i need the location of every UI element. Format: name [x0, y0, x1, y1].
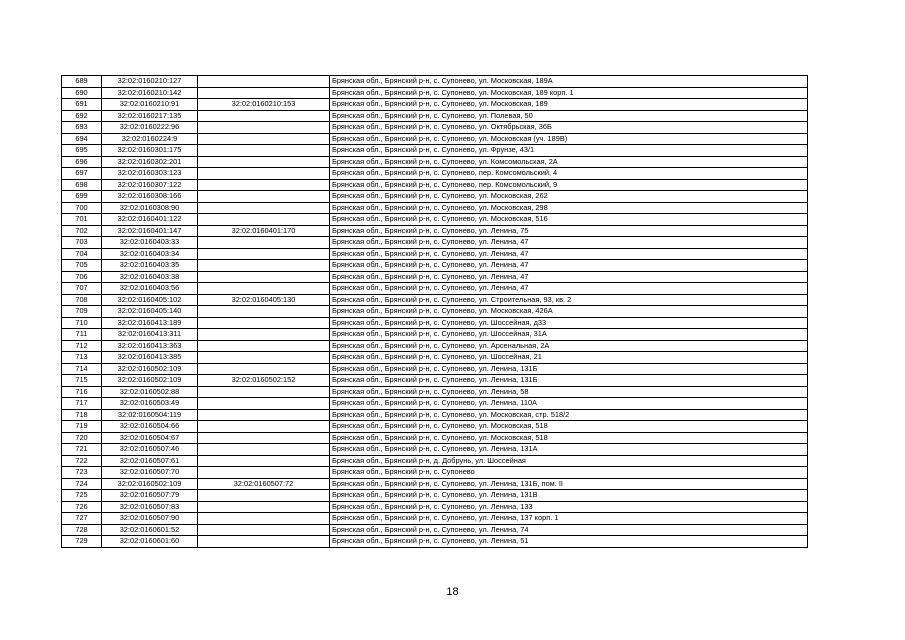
address-cell: Брянская обл., Брянский р-н, с. Супонево, ул. Ленина, 137 корп. 1	[330, 513, 808, 525]
linked-cadastral-number-cell: 32:02:0160210:153	[198, 99, 330, 111]
row-number-cell: 695	[62, 145, 102, 157]
cadastral-number-cell: 32:02:0160502:88	[102, 386, 198, 398]
cadastral-number-cell: 32:02:0160403:34	[102, 248, 198, 260]
table-row	[62, 156, 808, 168]
address-cell: Брянская обл., Брянский р-н, с. Супонево, ул. Московская, 189	[330, 99, 808, 111]
row-number-cell: 715	[62, 375, 102, 387]
table-row	[62, 478, 808, 490]
linked-cadastral-number-cell	[198, 329, 330, 341]
linked-cadastral-number-cell	[198, 432, 330, 444]
linked-cadastral-number-cell: 32:02:0160401:170	[198, 225, 330, 237]
row-number-cell: 697	[62, 168, 102, 180]
cadastral-number-cell: 32:02:0160507:61	[102, 455, 198, 467]
linked-cadastral-number-cell	[198, 352, 330, 364]
cadastral-number-cell: 32:02:0160403:35	[102, 260, 198, 272]
address-cell: Брянская обл., Брянский р-н, с. Супонево, ул. Ленина, 51	[330, 536, 808, 548]
address-cell: Брянская обл., Брянский р-н, с. Супонево, ул. Московская, 426А	[330, 306, 808, 318]
address-cell: Брянская обл., Брянский р-н, с. Супонево, ул. Московская, стр. 518/2	[330, 409, 808, 421]
linked-cadastral-number-cell	[198, 110, 330, 122]
row-number-cell: 711	[62, 329, 102, 341]
row-number-cell: 725	[62, 490, 102, 502]
table-row	[62, 421, 808, 433]
table-row	[62, 214, 808, 226]
registry-table	[61, 75, 808, 548]
row-number-cell: 705	[62, 260, 102, 272]
cadastral-number-cell: 32:02:0160503:49	[102, 398, 198, 410]
cadastral-number-cell: 32:02:0160403:56	[102, 283, 198, 295]
table-row	[62, 179, 808, 191]
table-row	[62, 145, 808, 157]
address-cell: Брянская обл., Брянский р-н, с. Супонево, ул. Московская, 518	[330, 432, 808, 444]
table-row	[62, 340, 808, 352]
table-row	[62, 237, 808, 249]
linked-cadastral-number-cell	[198, 306, 330, 318]
cadastral-number-cell: 32:02:0160308:166	[102, 191, 198, 203]
table-row	[62, 398, 808, 410]
linked-cadastral-number-cell	[198, 168, 330, 180]
cadastral-number-cell: 32:02:0160502:109	[102, 375, 198, 387]
address-cell: Брянская обл., Брянский р-н, с. Супонево, ул. Ленина, 131Б	[330, 375, 808, 387]
row-number-cell: 706	[62, 271, 102, 283]
linked-cadastral-number-cell	[198, 340, 330, 352]
table-row	[62, 202, 808, 214]
cadastral-number-cell: 32:02:0160507:83	[102, 501, 198, 513]
table-row	[62, 271, 808, 283]
cadastral-number-cell: 32:02:0160405:102	[102, 294, 198, 306]
cadastral-number-cell: 32:02:0160403:38	[102, 271, 198, 283]
address-cell: Брянская обл., Брянский р-н, с. Супонево, ул. Октябрьская, 36Б	[330, 122, 808, 134]
address-cell: Брянская обл., Брянский р-н, с. Супонево, пер. Комсомольский, 9	[330, 179, 808, 191]
address-cell: Брянская обл., Брянский р-н, с. Супонево, ул. Ленина, 47	[330, 271, 808, 283]
row-number-cell: 716	[62, 386, 102, 398]
row-number-cell: 714	[62, 363, 102, 375]
row-number-cell: 717	[62, 398, 102, 410]
linked-cadastral-number-cell	[198, 237, 330, 249]
cadastral-number-cell: 32:02:0160413:311	[102, 329, 198, 341]
linked-cadastral-number-cell	[198, 386, 330, 398]
linked-cadastral-number-cell	[198, 467, 330, 479]
cadastral-number-cell: 32:02:0160307:122	[102, 179, 198, 191]
registry-table-body	[62, 76, 808, 548]
table-row	[62, 501, 808, 513]
address-cell: Брянская обл., Брянский р-н, с. Супонево, ул. Фрунзе, 43/1	[330, 145, 808, 157]
row-number-cell: 701	[62, 214, 102, 226]
cadastral-number-cell: 32:02:0160507:46	[102, 444, 198, 456]
row-number-cell: 722	[62, 455, 102, 467]
address-cell: Брянская обл., Брянский р-н, с. Супонево, ул. Шоссейная, 31А	[330, 329, 808, 341]
address-cell: Брянская обл., Брянский р-н, с. Супонево, ул. Ленина, 131Б, пом. II	[330, 478, 808, 490]
cadastral-number-cell: 32:02:0160210:142	[102, 87, 198, 99]
table-row	[62, 317, 808, 329]
cadastral-number-cell: 32:02:0160401:147	[102, 225, 198, 237]
cadastral-number-cell: 32:02:0160210:91	[102, 99, 198, 111]
table-row	[62, 168, 808, 180]
address-cell: Брянская обл., Брянский р-н, с. Супонево, ул. Московская, 262	[330, 191, 808, 203]
table-row	[62, 455, 808, 467]
address-cell: Брянская обл., Брянский р-н, с. Супонево, ул. Арсенальная, 2А	[330, 340, 808, 352]
row-number-cell: 709	[62, 306, 102, 318]
cadastral-number-cell: 32:02:0160502:109	[102, 363, 198, 375]
address-cell: Брянская обл., Брянский р-н, с. Супонево, ул. Ленина, 47	[330, 283, 808, 295]
linked-cadastral-number-cell	[198, 87, 330, 99]
row-number-cell: 720	[62, 432, 102, 444]
linked-cadastral-number-cell	[198, 421, 330, 433]
cadastral-number-cell: 32:02:0160222:96	[102, 122, 198, 134]
address-cell: Брянская обл., Брянский р-н, с. Супонево, ул. Ленина, 131Б	[330, 363, 808, 375]
row-number-cell: 721	[62, 444, 102, 456]
row-number-cell: 694	[62, 133, 102, 145]
linked-cadastral-number-cell	[198, 214, 330, 226]
address-cell: Брянская обл., Брянский р-н, с. Супонево, ул. Ленина, 131А	[330, 444, 808, 456]
row-number-cell: 692	[62, 110, 102, 122]
address-cell: Брянская обл., Брянский р-н, с. Супонево, ул. Московская, 189А	[330, 76, 808, 88]
table-row	[62, 87, 808, 99]
row-number-cell: 713	[62, 352, 102, 364]
address-cell: Брянская обл., Брянский р-н, с. Супонево, ул. Московская, 516	[330, 214, 808, 226]
row-number-cell: 719	[62, 421, 102, 433]
row-number-cell: 728	[62, 524, 102, 536]
table-row	[62, 444, 808, 456]
table-row	[62, 306, 808, 318]
address-cell: Брянская обл., Брянский р-н, д. Добрунь, ул. Шоссейная	[330, 455, 808, 467]
row-number-cell: 698	[62, 179, 102, 191]
address-cell: Брянская обл., Брянский р-н, с. Супонево, пер. Комсомольский, 4	[330, 168, 808, 180]
linked-cadastral-number-cell	[198, 536, 330, 548]
table-row	[62, 122, 808, 134]
cadastral-number-cell: 32:02:0160507:79	[102, 490, 198, 502]
cadastral-number-cell: 32:02:0160504:66	[102, 421, 198, 433]
table-row	[62, 329, 808, 341]
row-number-cell: 707	[62, 283, 102, 295]
linked-cadastral-number-cell: 32:02:0160507:72	[198, 478, 330, 490]
linked-cadastral-number-cell	[198, 271, 330, 283]
row-number-cell: 726	[62, 501, 102, 513]
address-cell: Брянская обл., Брянский р-н, с. Супонево, ул. Шоссейная, 21	[330, 352, 808, 364]
row-number-cell: 696	[62, 156, 102, 168]
row-number-cell: 712	[62, 340, 102, 352]
address-cell: Брянская обл., Брянский р-н, с. Супонево, ул. Ленина, 47	[330, 260, 808, 272]
linked-cadastral-number-cell	[198, 202, 330, 214]
linked-cadastral-number-cell	[198, 363, 330, 375]
linked-cadastral-number-cell	[198, 248, 330, 260]
address-cell: Брянская обл., Брянский р-н, с. Супонево, ул. Ленина, 74	[330, 524, 808, 536]
address-cell: Брянская обл., Брянский р-н, с. Супонево, ул. Московская (уч. 189В)	[330, 133, 808, 145]
linked-cadastral-number-cell	[198, 317, 330, 329]
row-number-cell: 729	[62, 536, 102, 548]
row-number-cell: 724	[62, 478, 102, 490]
cadastral-number-cell: 32:02:0160507:90	[102, 513, 198, 525]
cadastral-number-cell: 32:02:0160413:189	[102, 317, 198, 329]
linked-cadastral-number-cell	[198, 133, 330, 145]
address-cell: Брянская обл., Брянский р-н, с. Супонево, ул. Строительная, 93, кв. 2	[330, 294, 808, 306]
cadastral-number-cell: 32:02:0160224:9	[102, 133, 198, 145]
cadastral-number-cell: 32:02:0160301:175	[102, 145, 198, 157]
address-cell: Брянская обл., Брянский р-н, с. Супонево, ул. Московская, 518	[330, 421, 808, 433]
row-number-cell: 703	[62, 237, 102, 249]
linked-cadastral-number-cell	[198, 260, 330, 272]
address-cell: Брянская обл., Брянский р-н, с. Супонево, ул. Ленина, 110А	[330, 398, 808, 410]
table-row	[62, 110, 808, 122]
address-cell: Брянская обл., Брянский р-н, с. Супонево, ул. Московская, 298	[330, 202, 808, 214]
linked-cadastral-number-cell	[198, 501, 330, 513]
address-cell: Брянская обл., Брянский р-н, с. Супонево, ул. Ленина, 47	[330, 248, 808, 260]
table-row	[62, 409, 808, 421]
table-row	[62, 363, 808, 375]
address-cell: Брянская обл., Брянский р-н, с. Супонево, ул. Комсомольская, 2А	[330, 156, 808, 168]
row-number-cell: 702	[62, 225, 102, 237]
linked-cadastral-number-cell	[198, 122, 330, 134]
cadastral-number-cell: 32:02:0160403:33	[102, 237, 198, 249]
table-row	[62, 260, 808, 272]
table-row	[62, 225, 808, 237]
cadastral-number-cell: 32:02:0160507:70	[102, 467, 198, 479]
page-number: 18	[446, 586, 459, 598]
linked-cadastral-number-cell	[198, 444, 330, 456]
table-row	[62, 536, 808, 548]
row-number-cell: 718	[62, 409, 102, 421]
row-number-cell: 710	[62, 317, 102, 329]
address-cell: Брянская обл., Брянский р-н, с. Супонево, ул. Ленина, 133	[330, 501, 808, 513]
address-cell: Брянская обл., Брянский р-н, с. Супонево, ул. Ленина, 58	[330, 386, 808, 398]
linked-cadastral-number-cell	[198, 191, 330, 203]
cadastral-number-cell: 32:02:0160302:201	[102, 156, 198, 168]
cadastral-number-cell: 32:02:0160502:109	[102, 478, 198, 490]
row-number-cell: 727	[62, 513, 102, 525]
linked-cadastral-number-cell	[198, 524, 330, 536]
table-row	[62, 248, 808, 260]
table-row	[62, 432, 808, 444]
cadastral-number-cell: 32:02:0160413:385	[102, 352, 198, 364]
table-row	[62, 490, 808, 502]
row-number-cell: 723	[62, 467, 102, 479]
address-cell: Брянская обл., Брянский р-н, с. Супонево, ул. Ленина, 47	[330, 237, 808, 249]
table-row	[62, 294, 808, 306]
cadastral-number-cell: 32:02:0160504:67	[102, 432, 198, 444]
table-row	[62, 283, 808, 295]
row-number-cell: 690	[62, 87, 102, 99]
linked-cadastral-number-cell	[198, 283, 330, 295]
cadastral-number-cell: 32:02:0160303:123	[102, 168, 198, 180]
address-cell: Брянская обл., Брянский р-н, с. Супонево, ул. Полевая, 50	[330, 110, 808, 122]
row-number-cell: 699	[62, 191, 102, 203]
cadastral-number-cell: 32:02:0160401:122	[102, 214, 198, 226]
linked-cadastral-number-cell	[198, 179, 330, 191]
table-row	[62, 524, 808, 536]
row-number-cell: 689	[62, 76, 102, 88]
linked-cadastral-number-cell	[198, 490, 330, 502]
cadastral-number-cell: 32:02:0160413:363	[102, 340, 198, 352]
address-cell: Брянская обл., Брянский р-н, с. Супонево, ул. Ленина, 75	[330, 225, 808, 237]
linked-cadastral-number-cell	[198, 145, 330, 157]
table-row	[62, 191, 808, 203]
linked-cadastral-number-cell	[198, 76, 330, 88]
table-row	[62, 76, 808, 88]
cadastral-number-cell: 32:02:0160601:52	[102, 524, 198, 536]
table-row	[62, 133, 808, 145]
cadastral-number-cell: 32:02:0160504:119	[102, 409, 198, 421]
row-number-cell: 693	[62, 122, 102, 134]
address-cell: Брянская обл., Брянский р-н, с. Супонево	[330, 467, 808, 479]
cadastral-number-cell: 32:02:0160210:127	[102, 76, 198, 88]
linked-cadastral-number-cell: 32:02:0160502:152	[198, 375, 330, 387]
cadastral-number-cell: 32:02:0160405:140	[102, 306, 198, 318]
linked-cadastral-number-cell	[198, 513, 330, 525]
cadastral-number-cell: 32:02:0160308:90	[102, 202, 198, 214]
linked-cadastral-number-cell: 32:02:0160405:130	[198, 294, 330, 306]
linked-cadastral-number-cell	[198, 398, 330, 410]
table-row	[62, 99, 808, 111]
linked-cadastral-number-cell	[198, 156, 330, 168]
address-cell: Брянская обл., Брянский р-н, с. Супонево, ул. Ленина, 131В	[330, 490, 808, 502]
table-row	[62, 352, 808, 364]
linked-cadastral-number-cell	[198, 455, 330, 467]
address-cell: Брянская обл., Брянский р-н, с. Супонево, ул. Шоссейная, д33	[330, 317, 808, 329]
table-row	[62, 375, 808, 387]
table-row	[62, 467, 808, 479]
row-number-cell: 704	[62, 248, 102, 260]
linked-cadastral-number-cell	[198, 409, 330, 421]
row-number-cell: 708	[62, 294, 102, 306]
table-row	[62, 513, 808, 525]
table-row	[62, 386, 808, 398]
address-cell: Брянская обл., Брянский р-н, с. Супонево, ул. Московская, 189 корп. 1	[330, 87, 808, 99]
cadastral-number-cell: 32:02:0160217:135	[102, 110, 198, 122]
cadastral-number-cell: 32:02:0160601:60	[102, 536, 198, 548]
row-number-cell: 691	[62, 99, 102, 111]
row-number-cell: 700	[62, 202, 102, 214]
